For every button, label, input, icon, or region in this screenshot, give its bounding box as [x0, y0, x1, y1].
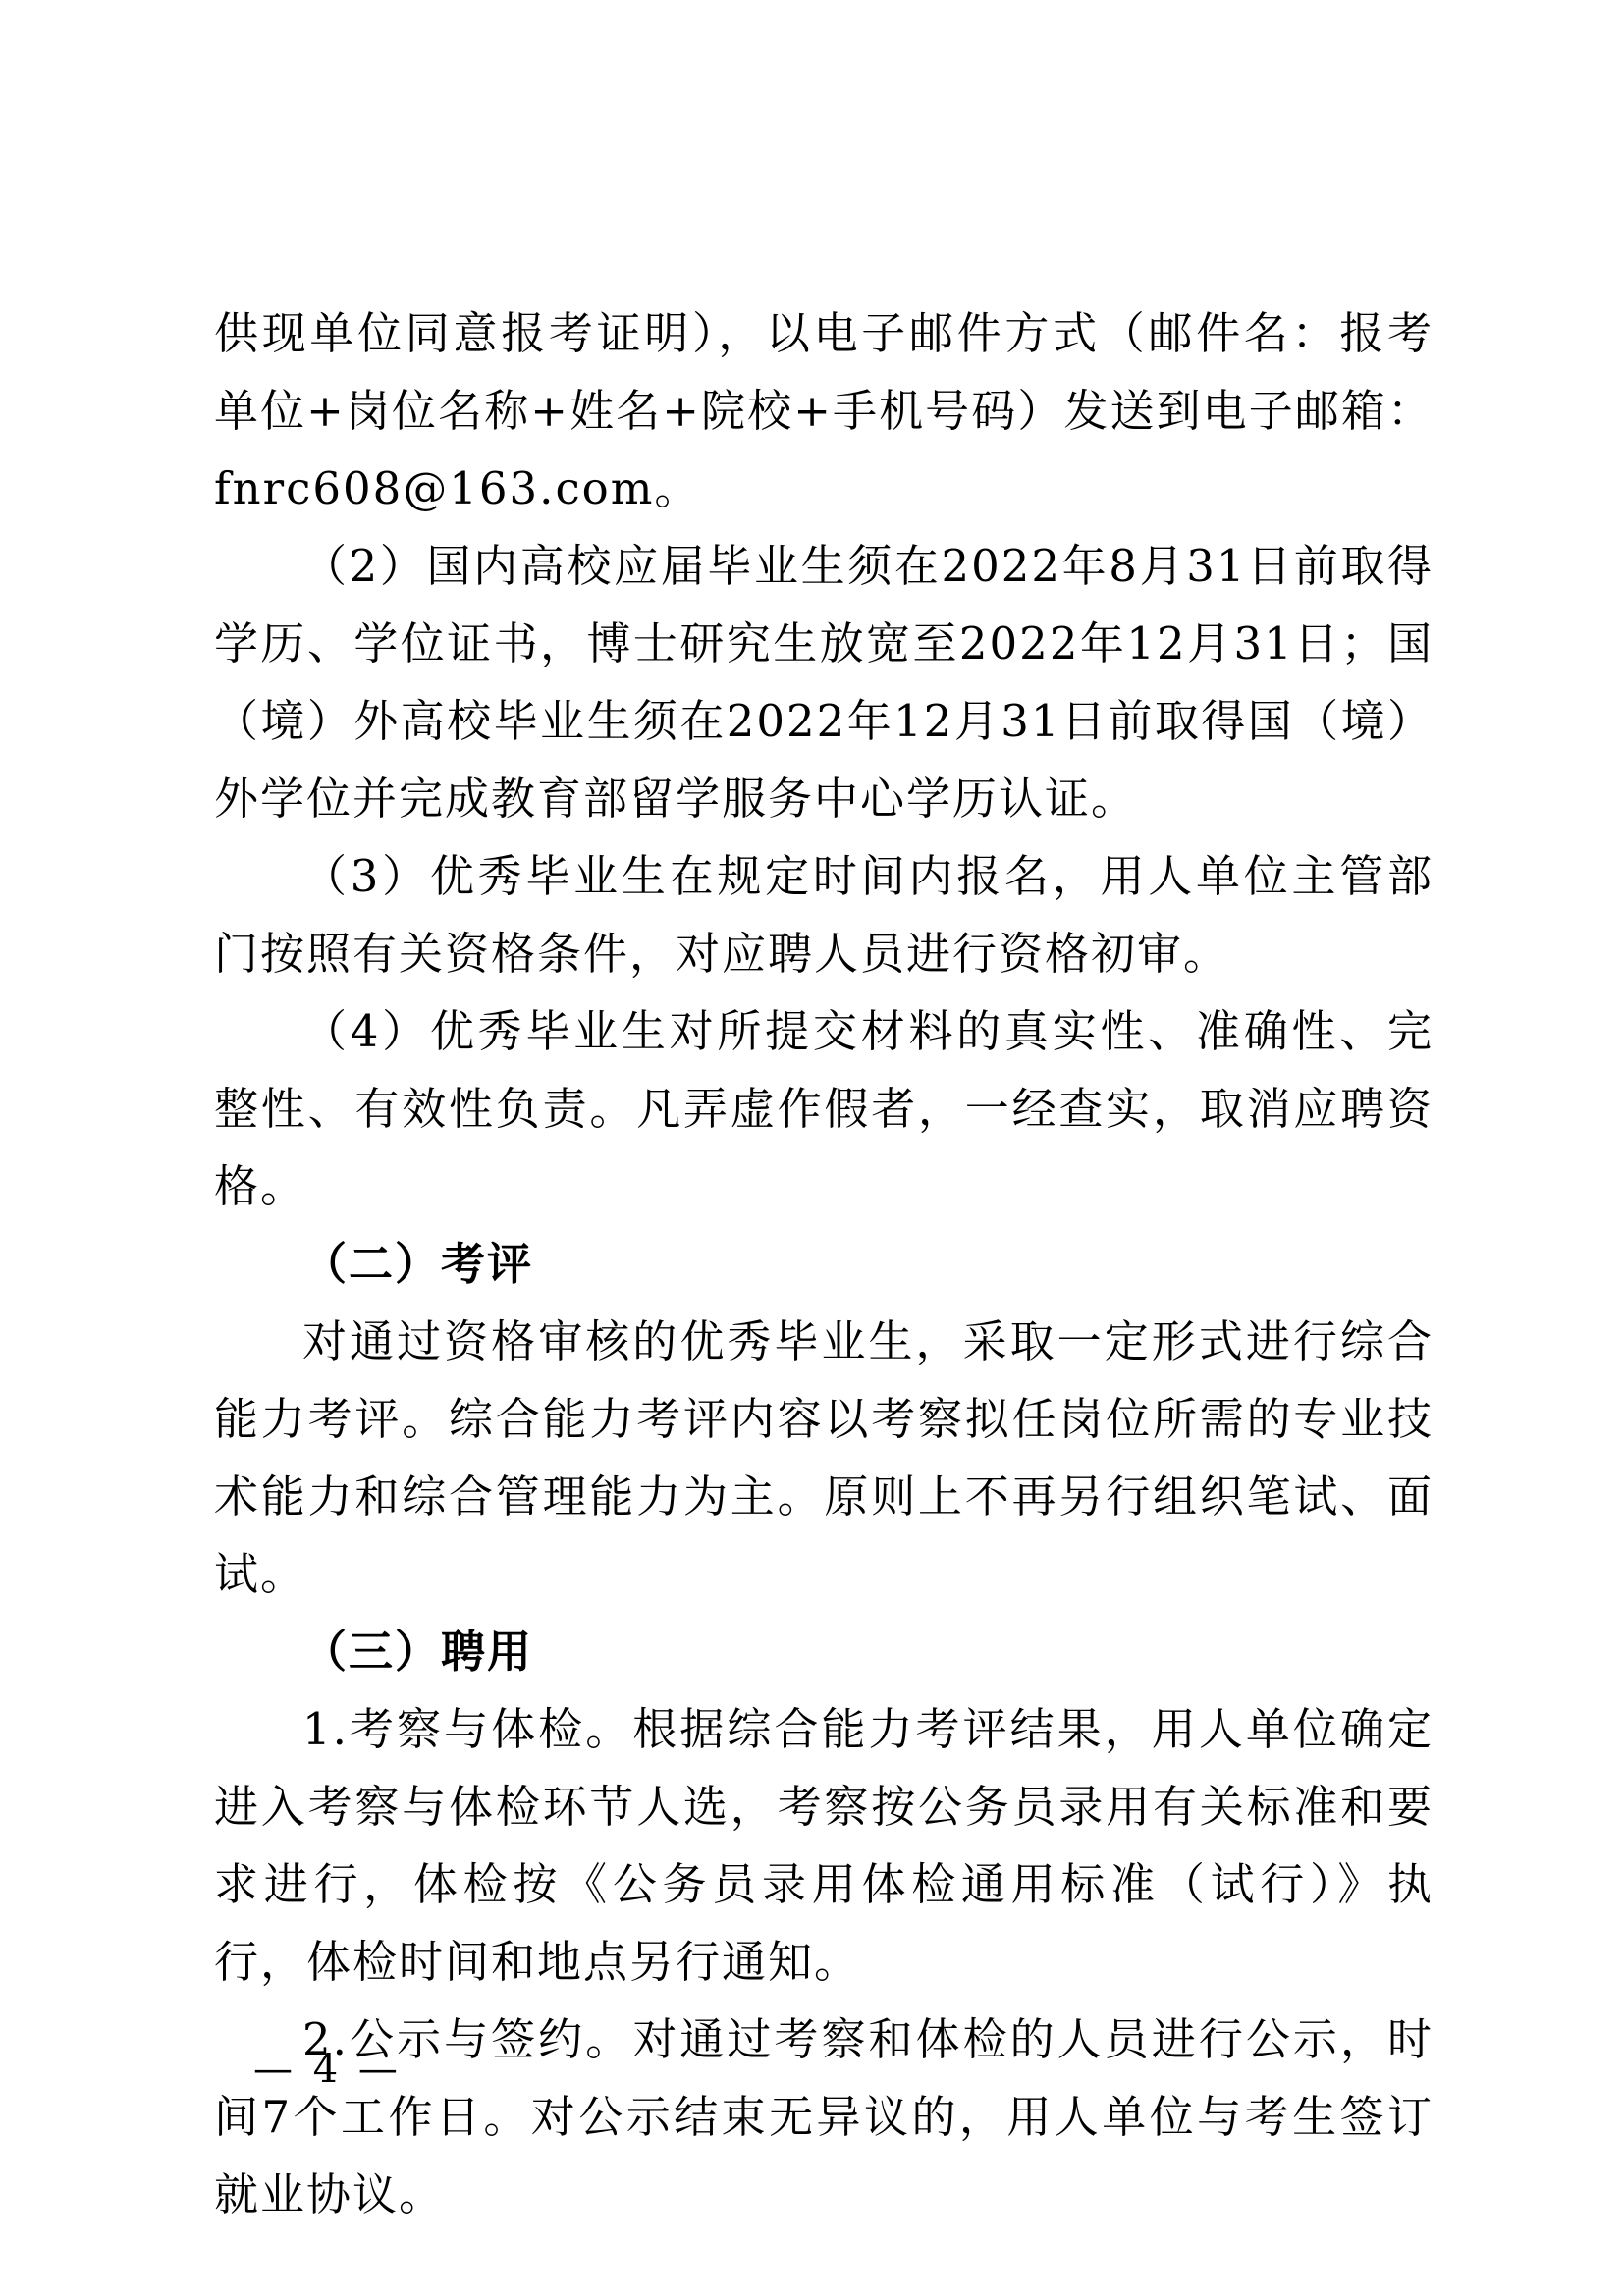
- paragraph-publicity-signing: 2.公示与签约。对通过考察和体检的人员进行公示，时间7个工作日。对公示结束无异议的，用人单位与考生签订就业协议。: [214, 2013, 1434, 2220]
- paragraph-inspection-physical-exam: 1.考察与体检。根据综合能力考评结果，用人单位确定进入考察与体检环节人选，考察按公务员录用有关标准和要求进行，体检按《公务员录用体检通用标准（试行）》执行，体检时间和地点另行通知。: [214, 1703, 1434, 1988]
- paragraph-graduation-deadline: （2）国内高校应届毕业生须在2022年8月31日前取得学历、学位证书，博士研究生放宽至2022年12月31日；国（境）外高校毕业生须在2022年12月31日前取得国（境）外学位并完成教育部留学服务中心学历认证。: [214, 540, 1434, 825]
- paragraph-email-submission: 供现单位同意报考证明），以电子邮件方式（邮件名：报考单位+岗位名称+姓名+院校+手机号码）发送到电子邮箱：fnrc608@163.com。: [214, 307, 1434, 514]
- paragraph-evaluation: 对通过资格审核的优秀毕业生，采取一定形式进行综合能力考评。综合能力考评内容以考察拟任岗位所需的专业技术能力和综合管理能力为主。原则上不再另行组织笔试、面试。: [214, 1315, 1434, 1600]
- paragraph-preliminary-review: （3）优秀毕业生在规定时间内报名，用人单位主管部门按照有关资格条件，对应聘人员进行资格初审。: [214, 850, 1434, 980]
- section-heading-evaluation: （二）考评: [302, 1238, 534, 1290]
- document-body: [214, 294, 1434, 2233]
- page-number: — 4 —: [253, 2047, 402, 2092]
- paragraph-material-authenticity: （4）优秀毕业生对所提交材料的真实性、准确性、完整性、有效性负责。凡弄虚作假者，一经查实，取消应聘资格。: [214, 1005, 1434, 1212]
- section-heading-employment: （三）聘用: [302, 1626, 534, 1678]
